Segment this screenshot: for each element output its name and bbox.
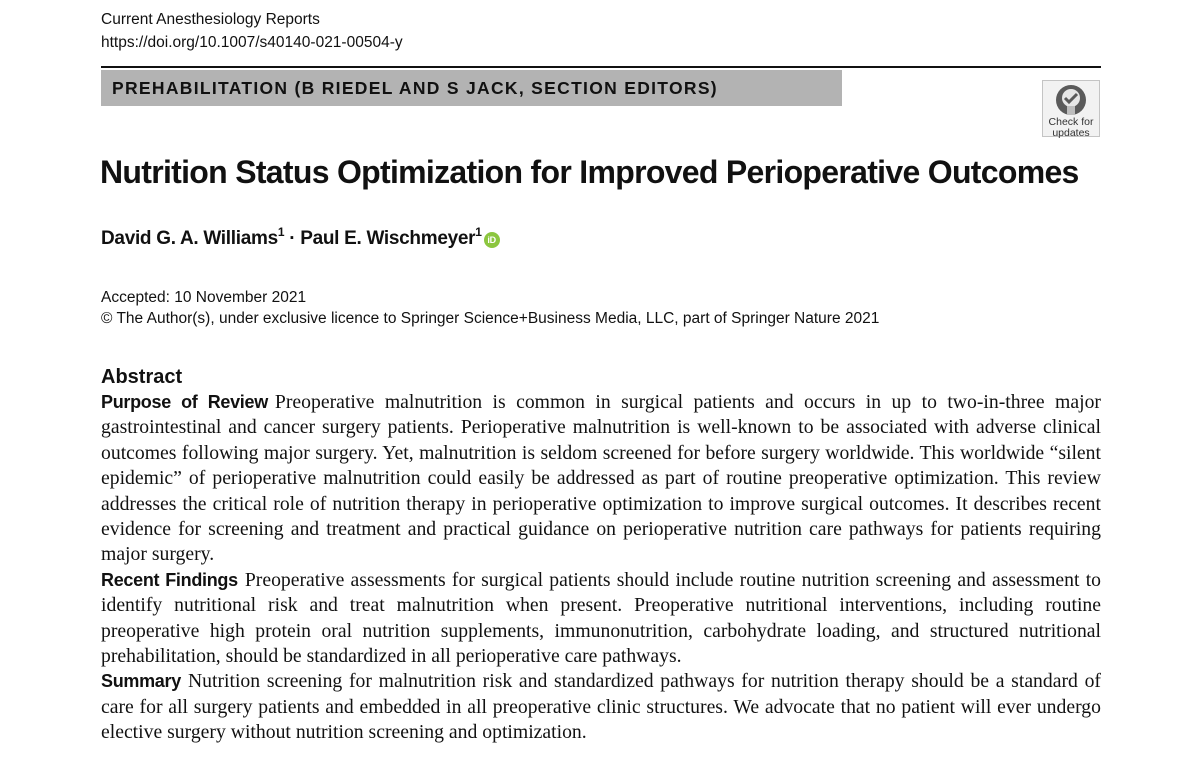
author-name[interactable]: David G. A. Williams bbox=[101, 228, 278, 249]
author-affiliation: 1 bbox=[277, 225, 285, 239]
doi-link[interactable]: https://doi.org/10.1007/s40140-021-00504-y bbox=[101, 34, 403, 51]
abstract-section-text: Nutrition screening for malnutrition risk and standardized pathways for nutrition therapy should be a standard of care for all surgery patients and embedded in all preoperative clinic structures. We advocate that no patient will ever undergo elective surgery without nutrition screening and optimization. bbox=[101, 670, 1101, 744]
check-for-updates-label: Check for updates bbox=[1048, 116, 1094, 139]
orcid-icon[interactable]: iD bbox=[484, 232, 500, 248]
check-for-updates-button[interactable] bbox=[1042, 80, 1100, 137]
abstract-body bbox=[101, 390, 1101, 746]
top-rule bbox=[101, 66, 1101, 68]
accepted-date: Accepted: 10 November 2021 bbox=[101, 289, 307, 306]
abstract-section bbox=[101, 669, 1101, 745]
author-affiliation: 1 bbox=[475, 225, 482, 239]
section-banner: PREHABILITATION (B RIEDEL AND S JACK, SECTION EDITORS) bbox=[101, 70, 842, 106]
author-separator: · bbox=[289, 228, 296, 249]
abstract-section-text: Preoperative malnutrition is common in surgical patients and occurs in up to two-in-three major gastrointestinal and cancer surgery patients. Perioperative malnutrition is well-known to be associated with adverse clinical outcomes following major surgery. Yet, malnutrition is seldom screened for before surgery worldwide. This worldwide “silent epidemic” of perioperative malnutrition could easily be addressed as part of routine preoperative optimization. This review addresses the critical role of nutrition therapy in perioperative optimization to improve surgical outcomes. It describes recent evidence for screening and treatment and practical guidance on perioperative nutrition care pathways for patients requiring major surgery. bbox=[101, 391, 1101, 566]
copyright-notice: © The Author(s), under exclusive licence to Springer Science+Business Media, LLC, part of Springer Nature 2021 bbox=[101, 310, 880, 327]
article-title: Nutrition Status Optimization for Improved Perioperative Outcomes bbox=[100, 154, 1079, 190]
abstract-heading: Abstract bbox=[101, 366, 183, 388]
journal-name: Current Anesthesiology Reports bbox=[101, 11, 320, 28]
abstract-section-label: Purpose of Review bbox=[101, 392, 268, 412]
author-name[interactable]: Paul E. Wischmeyer bbox=[300, 228, 476, 249]
abstract-section-label: Recent Findings bbox=[101, 569, 238, 590]
abstract-section-label: Summary bbox=[101, 671, 181, 692]
abstract-section-text: Preoperative assessments for surgical patients should include routine nutrition screening and assessment to identify nutritional risk and treat malnutrition when present. Preoperative nutritional interventions, including routine preoperative high protein oral nutrition supplements, immunonutrition, carbohydrate loading, and structured nutritional prehabilitation, should be standardized in all perioperative care pathways. bbox=[101, 568, 1102, 668]
crossmark-icon bbox=[1055, 84, 1087, 116]
author-list bbox=[101, 225, 500, 250]
abstract-section bbox=[101, 568, 1101, 670]
abstract-section bbox=[101, 390, 1101, 568]
